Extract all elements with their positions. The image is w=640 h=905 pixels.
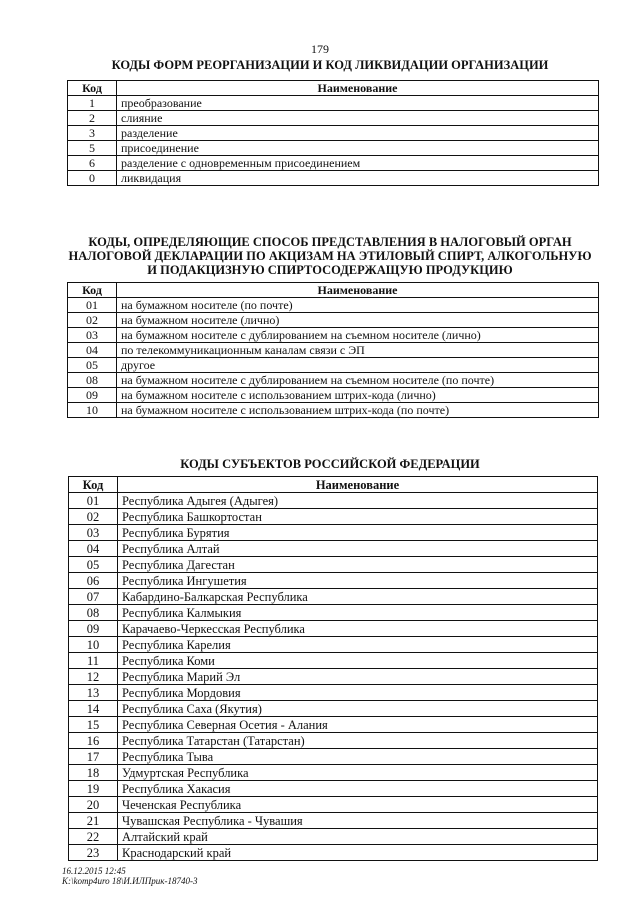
row-name: на бумажном носителе с использованием штрих-кода (по почте) [117,403,599,418]
row-name: Республика Тыва [118,749,598,765]
table-row [69,813,598,829]
row-code: 08 [69,605,118,621]
column-header-name: Наименование [117,283,599,298]
declaration-method-codes-table [67,282,599,418]
table-row [68,156,599,171]
table-row [69,717,598,733]
table-row [68,373,599,388]
row-name: присоединение [117,141,599,156]
row-name: разделение с одновременным присоединением [117,156,599,171]
table-row [69,829,598,845]
reorganization-codes-body [68,96,599,186]
row-name: ликвидация [117,171,599,186]
declaration-method-codes-body [68,298,599,418]
table-row [68,126,599,141]
footer [62,866,197,886]
section-title-federation-subjects: КОДЫ СУБЪЕКТОВ РОССИЙСКОЙ ФЕДЕРАЦИИ [180,457,480,471]
table-row [68,298,599,313]
row-name: Карачаево-Черкесская Республика [118,621,598,637]
footer-file-path: K:\komp4uro 18\И.ИЛПрик-18740-3 [62,876,198,886]
row-name: Республика Ингушетия [118,573,598,589]
row-code: 01 [69,493,118,509]
row-code: 03 [68,328,117,343]
row-code: 10 [69,637,118,653]
row-name: Республика Адыгея (Адыгея) [118,493,598,509]
column-header-code: Код [69,477,118,493]
row-code: 20 [69,797,118,813]
row-code: 13 [69,685,118,701]
row-name: Республика Карелия [118,637,598,653]
row-name: Республика Татарстан (Татарстан) [118,733,598,749]
row-code: 09 [69,621,118,637]
table-row [68,403,599,418]
row-name: на бумажном носителе (лично) [117,313,599,328]
table-row [68,171,599,186]
row-name: на бумажном носителе с использованием штрих-кода (лично) [117,388,599,403]
title-line: КОДЫ, ОПРЕДЕЛЯЮЩИЕ СПОСОБ ПРЕДСТАВЛЕНИЯ В НАЛОГОВЫЙ ОРГАН [88,235,572,249]
row-code: 22 [69,829,118,845]
row-code: 16 [69,733,118,749]
table-row [68,96,599,111]
table-row [69,509,598,525]
row-name: преобразование [117,96,599,111]
row-code: 18 [69,765,118,781]
title-line: И ПОДАКЦИЗНУЮ СПИРТОСОДЕРЖАЩУЮ ПРОДУКЦИЮ [147,263,513,277]
table-row [68,358,599,373]
row-code: 02 [69,509,118,525]
row-code: 2 [68,111,117,126]
table-header-row [68,283,599,298]
table-row [69,621,598,637]
table-row [69,637,598,653]
column-header-name: Наименование [117,81,599,96]
title-line: НАЛОГОВОЙ ДЕКЛАРАЦИИ ПО АКЦИЗАМ НА ЭТИЛОВЫЙ СПИРТ, АЛКОГОЛЬНУЮ [68,249,592,263]
table-row [68,111,599,126]
row-code: 04 [69,541,118,557]
row-name: слияние [117,111,599,126]
row-name: Республика Коми [118,653,598,669]
table-row [68,313,599,328]
row-code: 3 [68,126,117,141]
row-name: Краснодарский край [118,845,598,861]
row-code: 04 [68,343,117,358]
table-header-row [68,81,599,96]
row-name: Кабардино-Балкарская Республика [118,589,598,605]
table-row [69,653,598,669]
table-row [69,797,598,813]
row-code: 0 [68,171,117,186]
row-name: Удмуртская Республика [118,765,598,781]
row-name: по телекоммуникационным каналам связи с ЭП [117,343,599,358]
footer-date: 16.12.2015 12:45 [62,866,126,876]
row-code: 23 [69,845,118,861]
table-row [68,141,599,156]
row-code: 05 [69,557,118,573]
table-row [69,845,598,861]
table-row [69,525,598,541]
row-code: 10 [68,403,117,418]
row-name: Республика Марий Эл [118,669,598,685]
row-name: Республика Северная Осетия - Алания [118,717,598,733]
row-name: Республика Саха (Якутия) [118,701,598,717]
table-row [69,749,598,765]
row-name: Алтайский край [118,829,598,845]
row-name: Республика Бурятия [118,525,598,541]
federation-subject-codes-body [69,493,598,861]
table-row [69,541,598,557]
row-code: 11 [69,653,118,669]
row-code: 09 [68,388,117,403]
table-row [69,669,598,685]
row-code: 08 [68,373,117,388]
row-name: на бумажном носителе (по почте) [117,298,599,313]
column-header-code: Код [68,81,117,96]
row-code: 12 [69,669,118,685]
row-name: Республика Хакасия [118,781,598,797]
table-row [68,328,599,343]
table-row [69,685,598,701]
row-name: Чувашская Республика - Чувашия [118,813,598,829]
row-name: Чеченская Республика [118,797,598,813]
table-row [69,765,598,781]
row-code: 06 [69,573,118,589]
row-code: 21 [69,813,118,829]
row-code: 1 [68,96,117,111]
row-code: 14 [69,701,118,717]
table-row [69,589,598,605]
row-code: 17 [69,749,118,765]
section-title-declaration-methods [60,235,600,277]
row-name: Республика Дагестан [118,557,598,573]
column-header-name: Наименование [118,477,598,493]
row-code: 01 [68,298,117,313]
row-name: Республика Башкортостан [118,509,598,525]
row-name: на бумажном носителе с дублированием на съемном носителе (по почте) [117,373,599,388]
row-code: 05 [68,358,117,373]
row-code: 5 [68,141,117,156]
row-code: 07 [69,589,118,605]
row-name: Республика Мордовия [118,685,598,701]
page-number: 179 [311,42,329,56]
table-row [69,781,598,797]
row-name: другое [117,358,599,373]
table-header-row [69,477,598,493]
table-row [69,733,598,749]
row-code: 03 [69,525,118,541]
row-name: на бумажном носителе с дублированием на съемном носителе (лично) [117,328,599,343]
row-code: 15 [69,717,118,733]
row-code: 6 [68,156,117,171]
row-name: разделение [117,126,599,141]
table-row [69,573,598,589]
table-row [68,388,599,403]
table-row [69,701,598,717]
federation-subject-codes-table [68,476,598,861]
section-title-reorganization: КОДЫ ФОРМ РЕОРГАНИЗАЦИИ И КОД ЛИКВИДАЦИИ ОРГАНИЗАЦИИ [111,58,549,72]
row-code: 19 [69,781,118,797]
table-row [69,493,598,509]
column-header-code: Код [68,283,117,298]
row-name: Республика Калмыкия [118,605,598,621]
table-row [69,557,598,573]
row-code: 02 [68,313,117,328]
reorganization-codes-table [67,80,599,186]
table-row [69,605,598,621]
table-row [68,343,599,358]
row-name: Республика Алтай [118,541,598,557]
